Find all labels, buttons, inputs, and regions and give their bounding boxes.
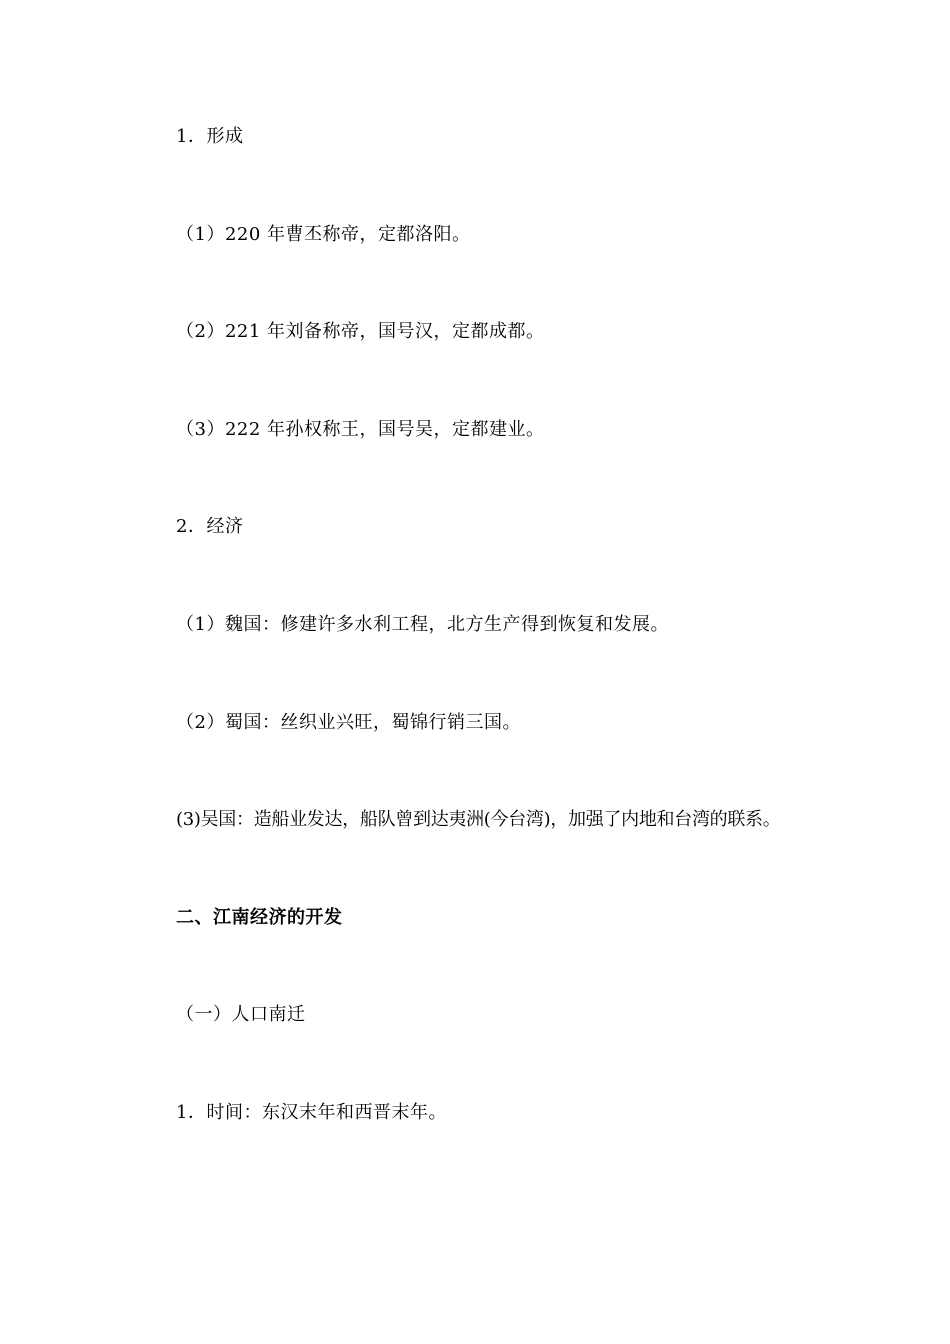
item-sun-quan: （3）222 年孙权称王，国号吴，定都建业。 — [176, 419, 545, 440]
item-cao-pi: （1）220 年曹丕称帝，定都洛阳。 — [176, 224, 471, 245]
heading-economy: 2．经济 — [176, 516, 244, 537]
section-heading-jiangnan: 二、江南经济的开发 — [176, 907, 343, 928]
item-wei-economy: （1）魏国：修建许多水利工程，北方生产得到恢复和发展。 — [176, 614, 669, 635]
item-migration-time: 1．时间：东汉末年和西晋末年。 — [176, 1102, 447, 1123]
item-liu-bei: （2）221 年刘备称帝，国号汉，定都成都。 — [176, 321, 545, 342]
subsection-population-migration: （一）人口南迁 — [176, 1004, 306, 1025]
item-shu-economy: （2）蜀国：丝织业兴旺，蜀锦行销三国。 — [176, 712, 521, 733]
item-wu-economy: (3)吴国：造船业发达，船队曾到达夷洲(今台湾)，加强了内地和台湾的联系。 — [176, 809, 781, 830]
heading-formation: 1．形成 — [176, 126, 244, 147]
